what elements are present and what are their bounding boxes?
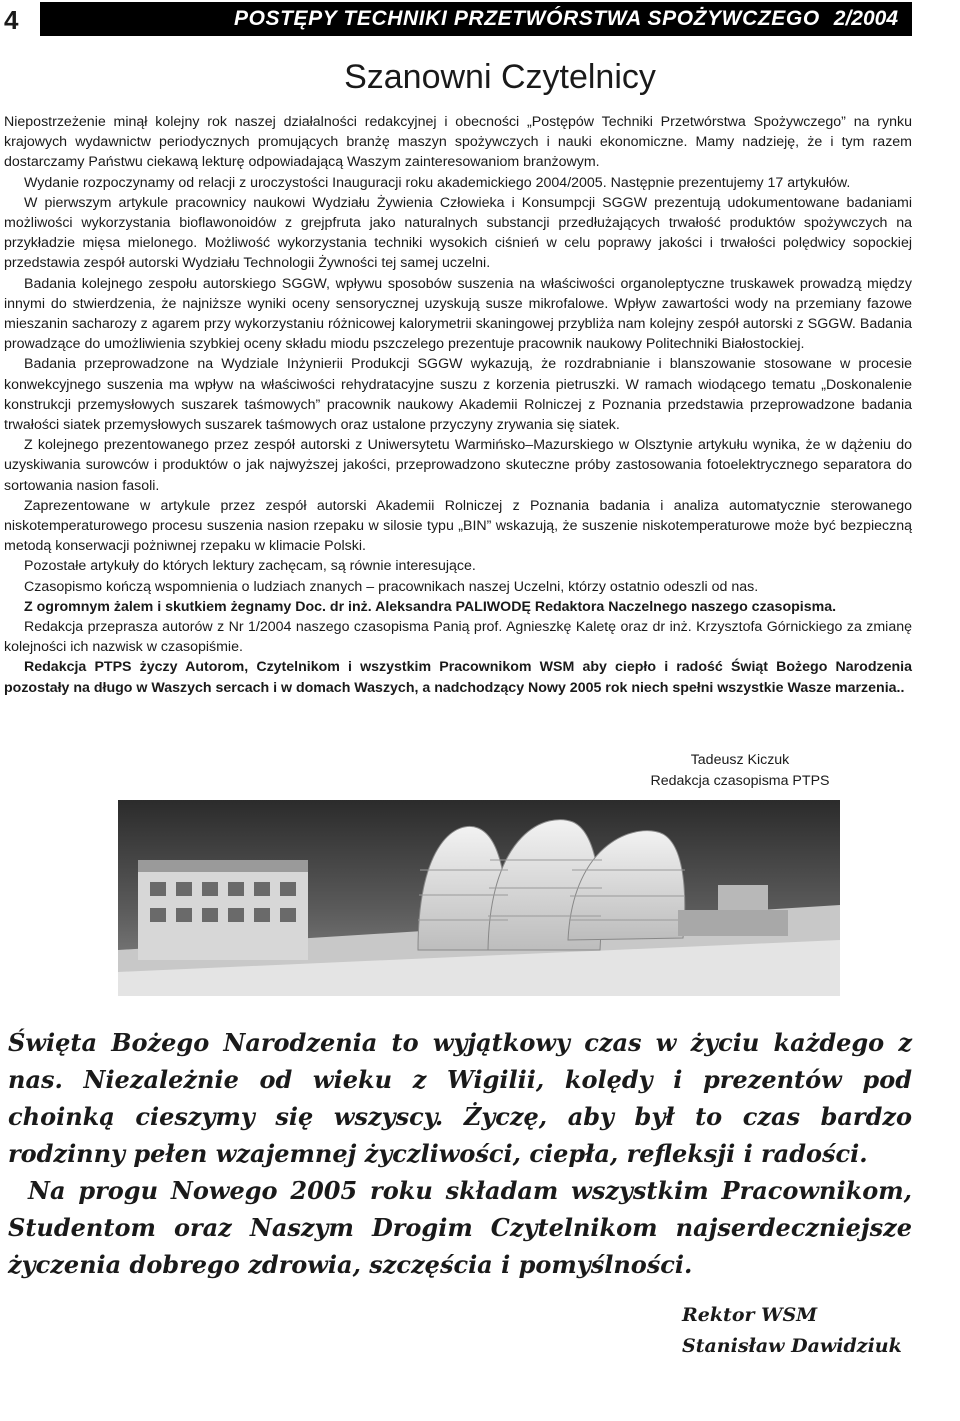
page-number: 4	[4, 5, 19, 35]
article-body	[4, 112, 912, 698]
wishes-paragraph: Na progu Nowego 2005 roku składam wszystkim Pracownikom, Studentom oraz Naszym Drogim Czytelnikom najserdeczniejsze życzenia dobrego zdrowia, szczęścia i pomyślności.	[8, 1176, 912, 1279]
journal-title: POSTĘPY TECHNIKI PRZETWÓRSTWA SPOŻYWCZEGO	[233, 7, 820, 30]
article-paragraph: Zaprezentowane w artykule przez zespół autorski Akademii Rolniczej z Poznania badania i analiza automatycznie sterowanego niskotemperaturowego procesu suszenia nasion rzepaku w silosie typu „BIN” wskazują, że suszenie niskotemperaturowe może być bezpieczną metodą konserwacji pożniwnej rzepaku w klimacie Polski.	[4, 497, 912, 555]
article-paragraph: Pozostałe artykuły do których lektury zachęcam, są równie interesujące.	[24, 558, 476, 575]
article-paragraph: Badania przeprowadzone na Wydziale Inżynierii Produkcji SGGW wykazują, że rozdrabnianie i blanszowanie stosowane w procesie konwekcyjnego suszenia ma wpływ na właściwości rehydratacyjne suszu z korzenia pietruszki. W ramach wiodącego tematu „Doskonalenie konstrukcji przemysłowych suszarek taśmowych” pracownik naukowy Akademii Rolniczej z Poznania przedstawia przeprowadzone badania trwałości siatek przemysłowych suszarek taśmowych oraz ustalone przyczyny zrywania się siatek.	[4, 356, 912, 434]
holiday-wishes	[8, 1024, 912, 1283]
article-paragraph: Niepostrzeżenie minął kolejny rok naszej działalności redakcyjnej i obecności „Postępów Techniki Przetwórstwa Spożywczego” na rynku krajowych wydawnictw periodycznych promujących branżę maszyn spożywczych i nauki ekonomiczne. Mamy nadzieję, że i tym razem dostarczamy Państwu ciekawą lekturę odpowiadającą Waszym zainteresowaniom branżowym.	[4, 114, 912, 171]
article-paragraph: Wydanie rozpoczynamy od relacji z uroczystości Inauguracji roku akademickiego 2004/2005. Następnie prezentujemy 17 artykułów.	[24, 174, 851, 191]
article-paragraph: Czasopismo kończą wspomnienia o ludziach znanych – pracownikach naszej Uczelni, którzy ostatnio odeszli od nas.	[24, 578, 759, 595]
journal-header-bar	[40, 2, 912, 36]
article-paragraph: W pierwszym artykule pracownicy naukowi Wydziału Żywienia Człowieka i Konsumpcji SGGW prezentują udokumentowane badaniami możliwości wykorzystania bioflawonoidów z grejpfruta jako naturalnych substancji przedłużających trwałość produktów spożywczych na przykładzie mięsa mielonego. Możliwość wykorzystania techniki wysokich ciśnień w celu poprawy jakości i trwałości polędwicy sopockiej przedstawia zespół autorski Wydziału Technologii Żywności tej samej uczelni.	[4, 194, 912, 272]
issue-number: 2/2004	[833, 7, 898, 30]
editor-signature	[560, 750, 920, 791]
rector-title: Rektor WSM	[682, 1304, 818, 1326]
wishes-paragraph: Święta Bożego Narodzenia to wyjątkowy czas w życiu każdego z nas. Niezależnie od wieku z Wigilii, kolędy i prezentów pod choinką cieszymy się wszyscy. Życzę, aby był to czas bardzo rodzinny pełen wzajemnej życzliwości, ciepła, refleksji i radości.	[8, 1028, 912, 1168]
rector-signature	[682, 1300, 902, 1362]
signature-name: Tadeusz Kiczuk	[690, 752, 790, 768]
article-paragraph: Z kolejnego prezentowanego przez zespół autorski z Uniwersytetu Warmińsko–Mazurskiego w Olsztynie artykułu wynika, że w dążeniu do uzyskiwania surowców i produktów o jak najwyższej jakości, przeprowadzono skuteczne próby zastosowania fotoelektrycznego separatora do sortowania nasion fasoli.	[4, 437, 912, 494]
condolence-note: Z ogromnym żalem i skutkiem żegnamy Doc. dr inż. Aleksandra PALIWODĘ Redaktora Naczelnego naszego czasopisma.	[24, 598, 837, 615]
article-paragraph: Badania kolejnego zespołu autorskiego SGGW, wpływu sposobów suszenia na właściwości organoleptyczne truskawek prowadzą między innymi do stwierdzenia, że najniższe wyniki oceny sensorycznej uzyskują susze mikrofalowe. Wpływ zawartości wody na przemiany fazowe mieszanin sacharozy z agarem przy wykorzystaniu różnicowej kalorymetrii skaningowej przybliża nam kolejny zespół autorski z SGGW. Badania prowadzące do umożliwienia szybkiej oceny składu miodu pszczelego prezentuje pracownik naukowy Politechniki Białostockiej.	[4, 275, 912, 353]
apology-note: Redakcja przeprasza autorów z Nr 1/2004 naszego czasopisma Panią prof. Agnieszkę Kaletę oraz dr inż. Krzysztofa Górnickiego za zmianę kolejności ich nazwisk w czasopiśmie.	[4, 619, 912, 656]
architecture-model-photo	[118, 800, 840, 996]
signature-role: Redakcja czasopisma PTPS	[650, 772, 830, 789]
rector-name: Stanisław Dawidziuk	[682, 1335, 902, 1357]
page-title: Szanowni Czytelnicy	[344, 58, 656, 96]
holiday-greeting: Redakcja PTPS życzy Autorom, Czytelnikom i wszystkim Pracownikom WSM aby ciepło i radość Świąt Bożego Narodzenia pozostały na długo w Waszych sercach i w domach Waszych, a nadchodzący Nowy 2005 rok niech spełni wszystkie Wasze marzenia..	[4, 659, 912, 696]
